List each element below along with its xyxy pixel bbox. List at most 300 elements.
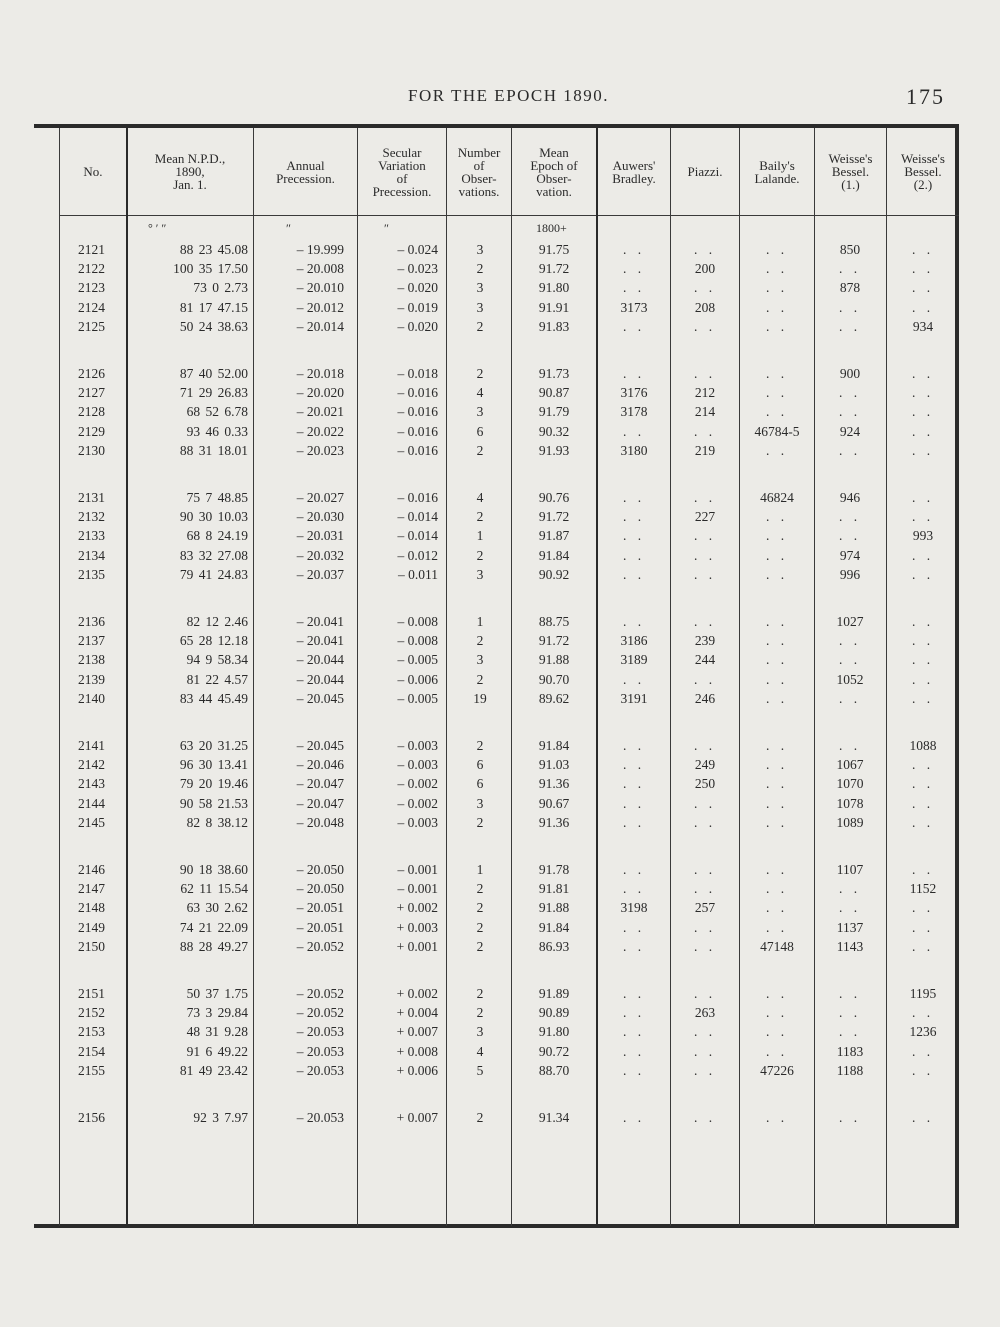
cell-baily: 47148 [760,938,794,954]
column-header-piazzi: Piazzi. [687,164,723,179]
cell-annual: – 20.044 [296,652,344,668]
cell-piazzi: 212 [694,385,716,401]
cell-baily: . . [765,261,789,277]
cell-observations: 4 [476,1043,484,1059]
cell-npd: 82 12 2.46 [186,614,248,629]
cell-weisse-1: . . [838,442,862,458]
cell-weisse-2: . . [911,261,935,277]
cell-auwers: . . [622,1062,646,1078]
cell-observations: 1 [476,614,484,629]
cell-secular: – 0.016 [397,385,438,401]
cell-secular: – 0.023 [397,261,438,277]
cell-auwers: . . [622,423,646,439]
cell-npd: 62 11 15.54 [180,881,248,897]
cell-weisse-2: . . [911,919,935,935]
cell-weisse-1: . . [838,900,862,916]
cell-epoch: 91.84 [538,919,570,935]
cell-secular: – 0.014 [397,509,438,525]
cell-no: 2139 [78,671,105,687]
cell-no: 2146 [78,862,105,877]
cell-piazzi: . . [693,738,717,753]
cell-secular: – 0.005 [397,652,438,668]
cell-weisse-1: 1027 [836,614,864,629]
cell-npd: 82 8 38.12 [186,814,248,830]
cell-piazzi: 263 [694,1005,716,1021]
cell-npd: 83 44 45.49 [179,690,248,706]
cell-annual: – 20.053 [296,1043,344,1059]
cell-weisse-2: . . [911,423,935,439]
cell-piazzi: . . [693,938,717,954]
cell-weisse-1: 974 [839,547,861,563]
cell-annual: – 20.053 [296,1110,344,1125]
cell-no: 2126 [78,366,105,381]
cell-observations: 2 [476,881,484,897]
cell-baily: . . [765,547,789,563]
cell-secular: – 0.011 [398,566,438,582]
cell-piazzi: 208 [694,299,716,315]
cell-no: 2140 [78,690,105,706]
cell-auwers: . . [622,738,646,753]
cell-baily: . . [765,1005,789,1021]
cell-weisse-2: . . [911,633,935,649]
cell-secular: – 0.014 [397,528,438,544]
unit-npd: ° ′ ″ [148,221,167,235]
column-header-auwers-bradley: Auwers' Bradley. [612,157,656,186]
cell-baily: . . [765,633,789,649]
cell-weisse-2: . . [911,900,935,916]
cell-auwers: . . [622,862,646,877]
cell-no: 2125 [78,318,105,334]
cell-npd: 94 9 58.34 [186,652,248,668]
column-rule [446,128,447,1226]
cell-epoch: 91.80 [538,1024,570,1040]
cell-weisse-2: . . [911,690,935,706]
cell-baily: . . [765,986,789,1001]
cell-weisse-2: . . [911,280,935,296]
cell-no: 2142 [78,757,105,773]
cell-baily: . . [765,1024,789,1040]
cell-piazzi: . . [693,1062,717,1078]
cell-npd: 88 23 45.08 [179,242,248,257]
unit-epoch: 1800+ [536,221,567,235]
cell-observations: 2 [476,1005,484,1021]
cell-weisse-1: . . [838,881,862,897]
cell-piazzi: . . [693,1110,717,1125]
cell-weisse-2: . . [911,547,935,563]
cell-piazzi: . . [693,423,717,439]
cell-secular: + 0.008 [396,1043,438,1059]
cell-piazzi: 244 [694,652,716,668]
cell-npd: 63 30 2.62 [186,900,248,916]
cell-observations: 1 [476,528,484,544]
cell-npd: 63 20 31.25 [179,738,248,753]
cell-observations: 4 [476,385,484,401]
cell-epoch: 90.76 [538,490,570,505]
cell-weisse-1: . . [838,404,862,420]
cell-secular: – 0.001 [397,862,438,877]
cell-weisse-1: . . [838,738,862,753]
cell-observations: 2 [476,986,484,1001]
cell-baily: . . [765,509,789,525]
cell-piazzi: . . [693,547,717,563]
cell-auwers: . . [622,528,646,544]
cell-epoch: 91.88 [538,900,570,916]
cell-weisse-2: 934 [912,318,934,334]
cell-npd: 68 8 24.19 [186,528,248,544]
cell-baily: . . [765,738,789,753]
cell-epoch: 91.78 [538,862,570,877]
cell-auwers: . . [622,938,646,954]
column-rule [511,128,512,1226]
cell-secular: – 0.016 [397,404,438,420]
cell-no: 2155 [78,1062,105,1078]
cell-epoch: 90.89 [538,1005,570,1021]
cell-no: 2152 [78,1005,105,1021]
cell-weisse-2: . . [911,795,935,811]
cell-baily: . . [765,385,789,401]
cell-auwers: . . [622,757,646,773]
cell-no: 2141 [78,738,105,753]
cell-auwers: . . [622,795,646,811]
cell-weisse-2: . . [911,442,935,458]
cell-epoch: 91.36 [538,776,570,792]
cell-weisse-2: . . [911,299,935,315]
cell-annual: – 19.999 [296,242,344,257]
cell-weisse-2: 1236 [909,1024,937,1040]
column-header-observations: Number of Obser- vations. [457,144,501,199]
column-header-baily-lalande: Baily's Lalande. [754,157,800,186]
cell-auwers: 3178 [620,404,648,420]
cell-secular: – 0.002 [397,795,438,811]
cell-epoch: 88.70 [538,1062,570,1078]
cell-npd: 100 35 17.50 [173,261,248,277]
cell-observations: 2 [476,318,484,334]
cell-secular: – 0.024 [397,242,438,257]
cell-baily: . . [765,614,789,629]
cell-weisse-2: . . [911,1005,935,1021]
cell-no: 2130 [78,442,105,458]
cell-weisse-1: 1107 [836,862,864,877]
cell-weisse-1: 1188 [836,1062,864,1078]
cell-annual: – 20.041 [296,633,344,649]
units-row [0,214,1000,238]
cell-no: 2153 [78,1024,105,1040]
cell-auwers: . . [622,614,646,629]
cell-observations: 19 [473,690,487,706]
cell-piazzi: 227 [694,509,716,525]
cell-baily: 47226 [760,1062,794,1078]
cell-baily: . . [765,919,789,935]
cell-baily: . . [765,566,789,582]
cell-weisse-2: . . [911,1062,935,1078]
cell-observations: 2 [476,509,484,525]
cell-piazzi: . . [693,671,717,687]
cell-piazzi: . . [693,919,717,935]
cell-baily: . . [765,757,789,773]
cell-weisse-2: . . [911,566,935,582]
cell-piazzi: . . [693,795,717,811]
cell-piazzi: . . [693,528,717,544]
cell-piazzi: . . [693,1024,717,1040]
cell-piazzi: . . [693,986,717,1001]
cell-npd: 73 3 29.84 [186,1005,248,1021]
cell-secular: – 0.019 [397,299,438,315]
cell-auwers: . . [622,1043,646,1059]
cell-auwers: . . [622,242,646,257]
cell-annual: – 20.022 [296,423,344,439]
cell-npd: 81 17 47.15 [179,299,248,315]
cell-auwers: . . [622,919,646,935]
cell-baily: . . [765,814,789,830]
cell-observations: 3 [476,242,484,257]
cell-observations: 2 [476,900,484,916]
cell-auwers: . . [622,318,646,334]
cell-secular: + 0.007 [396,1110,438,1125]
cell-secular: + 0.006 [396,1062,438,1078]
cell-auwers: 3186 [620,633,648,649]
cell-weisse-1: 1078 [836,795,864,811]
cell-secular: – 0.008 [397,614,438,629]
cell-weisse-2: . . [911,404,935,420]
cell-no: 2151 [78,986,105,1001]
cell-annual: – 20.047 [296,795,344,811]
cell-piazzi: . . [693,280,717,296]
cell-weisse-2: . . [911,242,935,257]
cell-observations: 4 [476,490,484,505]
cell-npd: 88 28 49.27 [179,938,248,954]
cell-epoch: 91.88 [538,652,570,668]
cell-weisse-2: . . [911,385,935,401]
cell-secular: – 0.002 [397,776,438,792]
cell-no: 2145 [78,814,105,830]
cell-piazzi: . . [693,614,717,629]
cell-auwers: . . [622,986,646,1001]
cell-npd: 91 6 49.22 [186,1043,248,1059]
cell-annual: – 20.032 [296,547,344,563]
cell-no: 2150 [78,938,105,954]
cell-annual: – 20.052 [296,1005,344,1021]
cell-auwers: . . [622,547,646,563]
cell-no: 2131 [78,490,105,505]
cell-piazzi: 257 [694,900,716,916]
cell-weisse-2: . . [911,938,935,954]
cell-weisse-1: 1052 [836,671,864,687]
cell-annual: – 20.018 [296,366,344,381]
cell-annual: – 20.021 [296,404,344,420]
cell-secular: + 0.003 [396,919,438,935]
cell-observations: 2 [476,633,484,649]
column-rule [126,128,128,1226]
cell-epoch: 91.72 [538,261,570,277]
cell-npd: 74 21 22.09 [179,919,248,935]
cell-piazzi: . . [693,881,717,897]
cell-epoch: 90.92 [538,566,570,582]
cell-epoch: 90.67 [538,795,570,811]
cell-epoch: 91.03 [538,757,570,773]
cell-auwers: 3173 [620,299,648,315]
running-title: FOR THE EPOCH 1890. [408,86,610,105]
cell-secular: – 0.008 [397,633,438,649]
cell-npd: 81 22 4.57 [186,671,248,687]
cell-weisse-1: . . [838,509,862,525]
cell-auwers: 3198 [620,900,648,916]
cell-weisse-1: . . [838,318,862,334]
cell-no: 2138 [78,652,105,668]
cell-annual: – 20.047 [296,776,344,792]
cell-epoch: 90.72 [538,1043,570,1059]
cell-observations: 3 [476,280,484,296]
cell-secular: – 0.018 [397,366,438,381]
cell-no: 2123 [78,280,105,296]
cell-weisse-1: . . [838,261,862,277]
cell-secular: + 0.002 [396,986,438,1001]
cell-piazzi: . . [693,814,717,830]
cell-npd: 75 7 48.85 [186,490,248,505]
cell-weisse-1: . . [838,299,862,315]
cell-auwers: . . [622,1110,646,1125]
cell-weisse-1: 1137 [836,919,864,935]
cell-no: 2121 [78,242,105,257]
cell-baily: . . [765,862,789,877]
cell-annual: – 20.053 [296,1024,344,1040]
cell-npd: 65 28 12.18 [179,633,248,649]
cell-annual: – 20.008 [296,261,344,277]
cell-weisse-2: . . [911,652,935,668]
cell-piazzi: . . [693,862,717,877]
cell-weisse-1: . . [838,1005,862,1021]
cell-baily: . . [765,881,789,897]
cell-auwers: . . [622,671,646,687]
cell-secular: – 0.005 [397,690,438,706]
cell-secular: – 0.003 [397,738,438,753]
cell-no: 2148 [78,900,105,916]
cell-weisse-1: . . [838,1110,862,1125]
cell-weisse-1: 1143 [836,938,864,954]
cell-observations: 3 [476,566,484,582]
cell-weisse-1: . . [838,690,862,706]
cell-baily: . . [765,776,789,792]
cell-weisse-1: . . [838,1024,862,1040]
cell-baily: 46784-5 [754,423,800,439]
cell-secular: + 0.001 [396,938,438,954]
cell-epoch: 91.93 [538,442,570,458]
cell-weisse-1: . . [838,385,862,401]
cell-epoch: 91.80 [538,280,570,296]
cell-weisse-2: 1152 [909,881,937,897]
cell-npd: 90 18 38.60 [179,862,248,877]
cell-npd: 81 49 23.42 [179,1062,248,1078]
cell-epoch: 88.75 [538,614,570,629]
cell-npd: 96 30 13.41 [179,757,248,773]
cell-observations: 3 [476,652,484,668]
cell-piazzi: 249 [694,757,716,773]
cell-annual: – 20.045 [296,738,344,753]
cell-no: 2156 [78,1110,105,1125]
cell-weisse-2: . . [911,1043,935,1059]
column-rule [59,128,60,1226]
cell-npd: 83 32 27.08 [179,547,248,563]
cell-piazzi: . . [693,1043,717,1059]
cell-baily: . . [765,442,789,458]
cell-annual: – 20.053 [296,1062,344,1078]
cell-annual: – 20.041 [296,614,344,629]
cell-secular: – 0.016 [397,490,438,505]
cell-baily: . . [765,795,789,811]
cell-auwers: . . [622,1005,646,1021]
cell-npd: 73 0 2.73 [193,280,248,296]
cell-observations: 6 [476,776,484,792]
cell-piazzi: . . [693,566,717,582]
cell-auwers: . . [622,1024,646,1040]
cell-weisse-2: 1195 [909,986,937,1001]
cell-secular: – 0.020 [397,280,438,296]
cell-no: 2127 [78,385,105,401]
cell-observations: 2 [476,738,484,753]
cell-observations: 2 [476,442,484,458]
cell-auwers: . . [622,366,646,381]
cell-annual: – 20.023 [296,442,344,458]
cell-weisse-2: 1088 [909,738,937,753]
cell-secular: + 0.004 [396,1005,438,1021]
cell-weisse-2: . . [911,366,935,381]
column-rule [357,128,358,1226]
cell-npd: 87 40 52.00 [179,366,248,381]
column-rule [886,128,887,1226]
cell-auwers: 3189 [620,652,648,668]
page-number: 175 [906,84,945,109]
column-rule [253,128,254,1226]
cell-observations: 2 [476,1110,484,1125]
cell-baily: . . [765,690,789,706]
cell-weisse-2: . . [911,490,935,505]
cell-weisse-2: . . [911,862,935,877]
cell-weisse-1: 878 [839,280,861,296]
cell-auwers: . . [622,280,646,296]
cell-annual: – 20.012 [296,299,344,315]
cell-secular: – 0.016 [397,423,438,439]
cell-annual: – 20.014 [296,318,344,334]
cell-weisse-2: . . [911,814,935,830]
cell-piazzi: 239 [694,633,716,649]
cell-piazzi: 214 [694,404,716,420]
cell-observations: 2 [476,671,484,687]
cell-observations: 2 [476,938,484,954]
cell-auwers: . . [622,261,646,277]
cell-auwers: . . [622,509,646,525]
cell-no: 2128 [78,404,105,420]
cell-annual: – 20.020 [296,385,344,401]
column-header-weisse-bessel-2: Weisse's Bessel. (2.) [901,151,945,192]
cell-observations: 3 [476,1024,484,1040]
cell-baily: . . [765,242,789,257]
cell-epoch: 91.72 [538,509,570,525]
cell-weisse-1: 996 [839,566,861,582]
cell-weisse-2: . . [911,757,935,773]
cell-secular: – 0.012 [397,547,438,563]
cell-observations: 2 [476,919,484,935]
cell-weisse-2: . . [911,671,935,687]
cell-annual: – 20.046 [296,757,344,773]
cell-piazzi: . . [693,242,717,257]
cell-annual: – 20.051 [296,900,344,916]
cell-no: 2134 [78,547,105,563]
cell-annual: – 20.030 [296,509,344,525]
cell-piazzi: . . [693,318,717,334]
cell-weisse-1: . . [838,986,862,1001]
cell-annual: – 20.050 [296,862,344,877]
cell-observations: 3 [476,404,484,420]
cell-auwers: 3180 [620,442,648,458]
